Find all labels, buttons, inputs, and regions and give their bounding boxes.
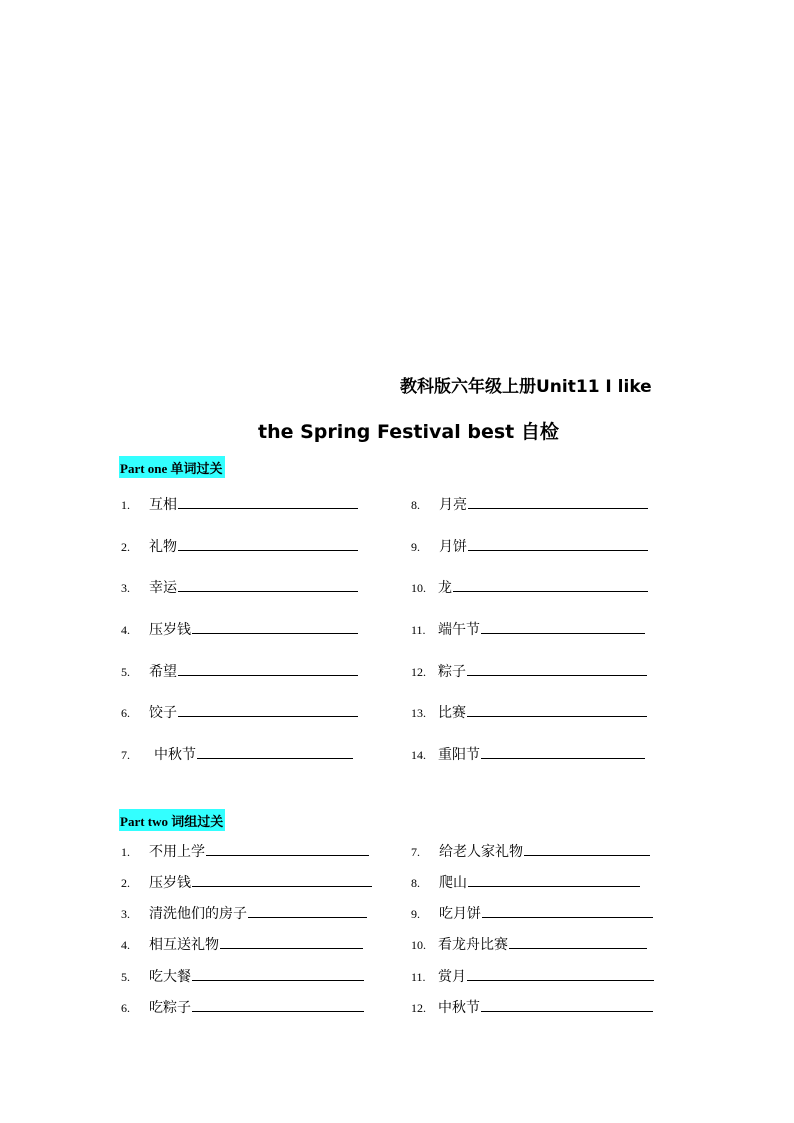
part-two-item-8: 8. 爬山	[411, 872, 640, 892]
answer-blank[interactable]	[178, 702, 358, 717]
part-one-item-4: 4. 压岁钱	[121, 619, 358, 639]
answer-blank[interactable]	[453, 577, 648, 592]
answer-blank[interactable]	[482, 903, 653, 918]
part-two-item-6: 6. 吃粽子	[121, 997, 364, 1017]
answer-blank[interactable]	[481, 744, 645, 759]
worksheet-title-line1	[400, 372, 700, 397]
part-one-item-7: 7. 中秋节	[121, 744, 353, 764]
answer-blank[interactable]	[468, 494, 648, 509]
answer-blank[interactable]	[192, 872, 372, 887]
answer-blank[interactable]	[481, 619, 645, 634]
answer-blank[interactable]	[220, 934, 363, 949]
part-two-item-2: 2. 压岁钱	[121, 872, 372, 892]
part-two-item-4: 4. 相互送礼物	[121, 934, 363, 954]
part-one-label: Part one 单词过关	[119, 456, 225, 478]
title-unit: Unit11 I like	[536, 377, 652, 397]
part-one-item-14: 14. 重阳节	[411, 744, 645, 764]
answer-blank[interactable]	[509, 934, 647, 949]
answer-blank[interactable]	[192, 997, 364, 1012]
title-self-check: 自检	[520, 421, 559, 443]
part-one-item-12: 12. 粽子	[411, 661, 647, 681]
answer-blank[interactable]	[197, 744, 353, 759]
answer-blank[interactable]	[524, 841, 650, 856]
answer-blank[interactable]	[468, 536, 648, 551]
answer-blank[interactable]	[206, 841, 369, 856]
part-one-item-5: 5. 希望	[121, 661, 358, 681]
part-two-item-1: 1. 不用上学	[121, 841, 369, 861]
part-two-label: Part two 词组过关	[119, 809, 225, 831]
part-one-item-3: 3. 幸运	[121, 577, 358, 597]
title-festival: the Spring Festival best	[258, 421, 515, 443]
part-two-item-3: 3. 清洗他们的房子	[121, 903, 367, 923]
part-two-item-9: 9. 吃月饼	[411, 903, 653, 923]
worksheet-title-line2	[258, 417, 559, 444]
answer-blank[interactable]	[467, 702, 647, 717]
part-one-item-10: 10. 龙	[411, 577, 648, 597]
answer-blank[interactable]	[467, 966, 654, 981]
part-one-item-8: 8. 月亮	[411, 494, 648, 514]
answer-blank[interactable]	[178, 494, 358, 509]
part-one-item-11: 11. 端午节	[411, 619, 645, 639]
part-two-item-7: 7. 给老人家礼物	[411, 841, 650, 861]
title-chinese: 教科版六年级上册	[400, 377, 536, 397]
part-one-item-9: 9. 月饼	[411, 536, 648, 556]
answer-blank[interactable]	[248, 903, 367, 918]
answer-blank[interactable]	[467, 661, 647, 676]
answer-blank[interactable]	[192, 619, 358, 634]
answer-blank[interactable]	[178, 661, 358, 676]
part-two-item-10: 10. 看龙舟比赛	[411, 934, 647, 954]
part-one-item-1: 1. 互相	[121, 494, 358, 514]
answer-blank[interactable]	[178, 536, 358, 551]
part-two-item-12: 12. 中秋节	[411, 997, 653, 1017]
part-two-item-5: 5. 吃大餐	[121, 966, 364, 986]
part-one-item-2: 2. 礼物	[121, 536, 358, 556]
part-one-item-13: 13. 比赛	[411, 702, 647, 722]
part-two-item-11: 11. 赏月	[411, 966, 654, 986]
answer-blank[interactable]	[468, 872, 640, 887]
answer-blank[interactable]	[481, 997, 653, 1012]
answer-blank[interactable]	[192, 966, 364, 981]
part-one-item-6: 6. 饺子	[121, 702, 358, 722]
answer-blank[interactable]	[178, 577, 358, 592]
